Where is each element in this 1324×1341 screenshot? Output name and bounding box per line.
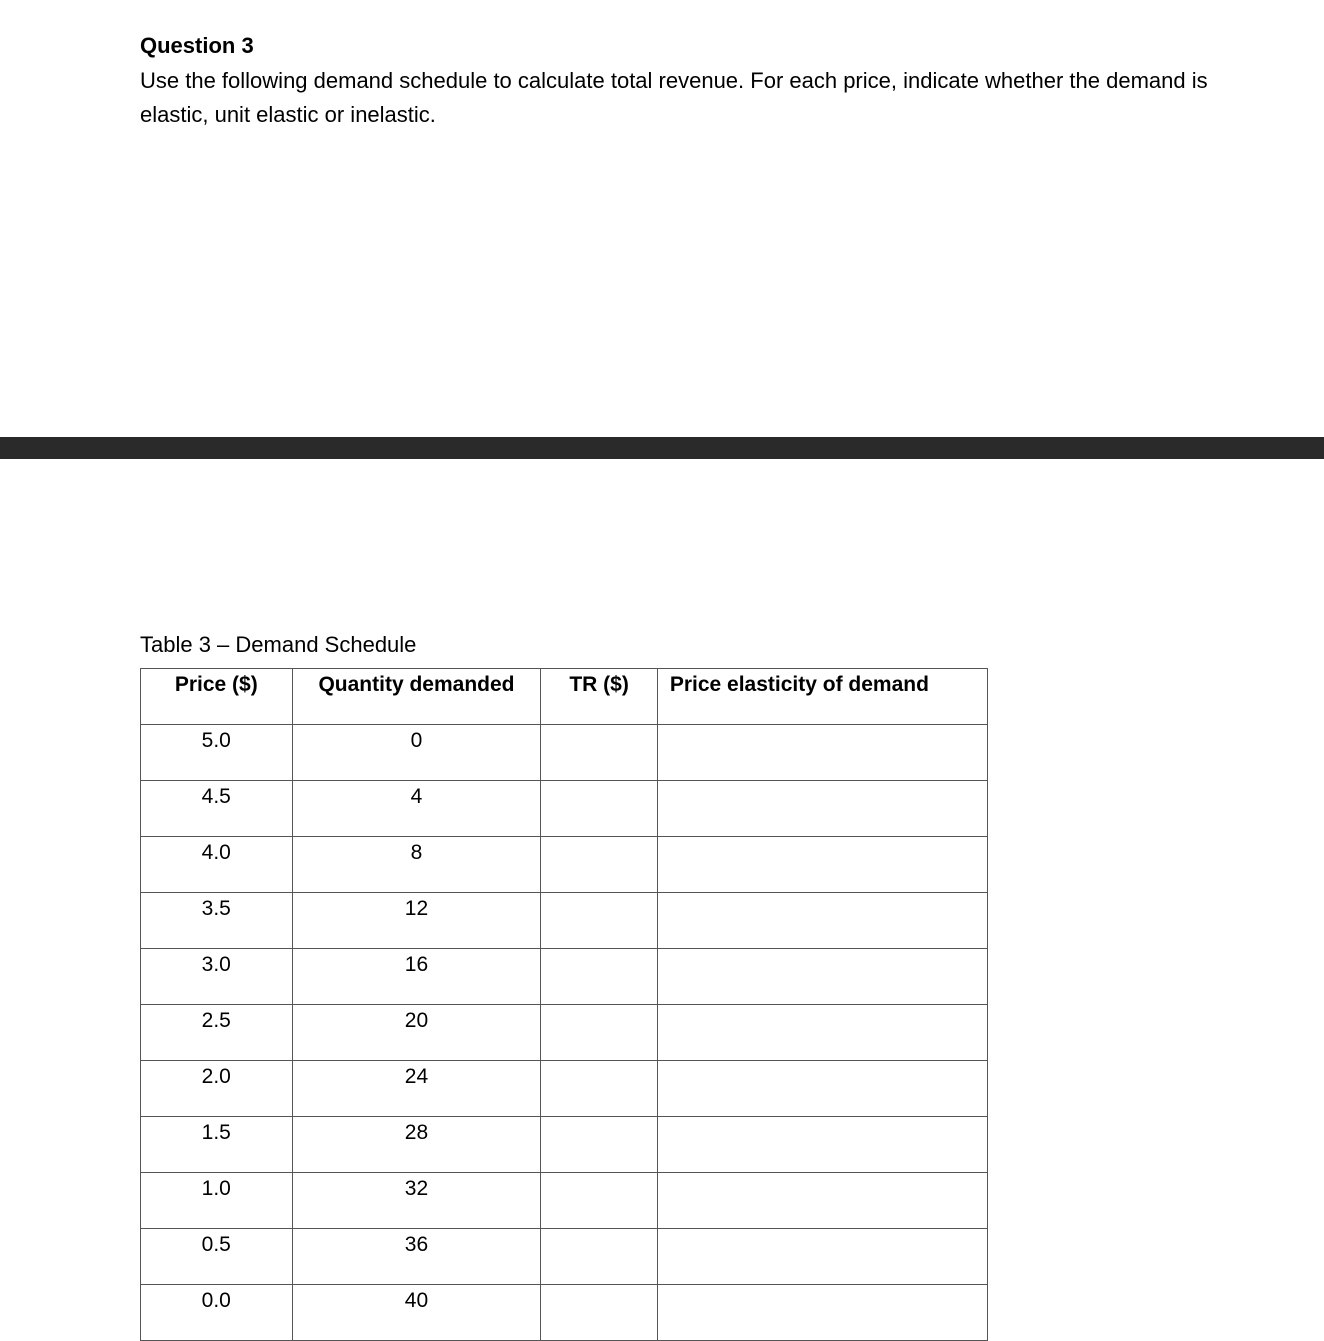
- question-title: Question 3: [140, 33, 254, 58]
- tr-cell: [541, 1285, 657, 1341]
- tr-cell: [541, 781, 657, 837]
- elasticity-cell: [657, 1061, 987, 1117]
- header-tr: TR ($): [541, 669, 657, 725]
- tr-cell: [541, 725, 657, 781]
- tr-cell: [541, 1229, 657, 1285]
- table-row: [141, 1173, 988, 1229]
- tr-cell: [541, 1173, 657, 1229]
- price-cell: 4.0: [141, 837, 293, 893]
- table-row: [141, 1117, 988, 1173]
- elasticity-cell: [657, 1229, 987, 1285]
- tr-cell: [541, 1005, 657, 1061]
- tr-cell: [541, 949, 657, 1005]
- price-cell: 5.0: [141, 725, 293, 781]
- quantity-cell: 24: [292, 1061, 541, 1117]
- elasticity-cell: [657, 1285, 987, 1341]
- price-cell: 4.5: [141, 781, 293, 837]
- price-cell: 3.5: [141, 893, 293, 949]
- elasticity-cell: [657, 949, 987, 1005]
- quantity-cell: 8: [292, 837, 541, 893]
- tr-cell: [541, 1061, 657, 1117]
- table-row: [141, 781, 988, 837]
- table-row: [141, 1285, 988, 1341]
- table-row: [141, 893, 988, 949]
- price-cell: 2.5: [141, 1005, 293, 1061]
- quantity-cell: 28: [292, 1117, 541, 1173]
- price-cell: 0.5: [141, 1229, 293, 1285]
- table-header-row: [141, 669, 988, 725]
- table-row: [141, 725, 988, 781]
- quantity-cell: 0: [292, 725, 541, 781]
- table-row: [141, 837, 988, 893]
- quantity-cell: 16: [292, 949, 541, 1005]
- header-elasticity: Price elasticity of demand: [657, 669, 987, 725]
- table-row: [141, 1005, 988, 1061]
- tr-cell: [541, 837, 657, 893]
- price-cell: 3.0: [141, 949, 293, 1005]
- quantity-cell: 36: [292, 1229, 541, 1285]
- quantity-cell: 4: [292, 781, 541, 837]
- elasticity-cell: [657, 1173, 987, 1229]
- quantity-cell: 32: [292, 1173, 541, 1229]
- quantity-cell: 12: [292, 893, 541, 949]
- divider-bar: [0, 437, 1324, 459]
- price-cell: 2.0: [141, 1061, 293, 1117]
- elasticity-cell: [657, 781, 987, 837]
- quantity-cell: 20: [292, 1005, 541, 1061]
- tr-cell: [541, 1117, 657, 1173]
- question-text: Use the following demand schedule to calculate total revenue. For each price, indicate whether the demand is elastic, unit elastic or inelastic.: [140, 68, 1208, 127]
- tr-cell: [541, 893, 657, 949]
- header-quantity: Quantity demanded: [292, 669, 541, 725]
- table-row: [141, 1061, 988, 1117]
- price-cell: 1.5: [141, 1117, 293, 1173]
- header-price: Price ($): [141, 669, 293, 725]
- demand-schedule-table: [140, 668, 988, 1341]
- elasticity-cell: [657, 1117, 987, 1173]
- price-cell: 1.0: [141, 1173, 293, 1229]
- table-row: [141, 949, 988, 1005]
- price-cell: 0.0: [141, 1285, 293, 1341]
- table-row: [141, 1229, 988, 1285]
- elasticity-cell: [657, 1005, 987, 1061]
- table-caption: Table 3 – Demand Schedule: [140, 632, 417, 657]
- elasticity-cell: [657, 893, 987, 949]
- quantity-cell: 40: [292, 1285, 541, 1341]
- elasticity-cell: [657, 837, 987, 893]
- elasticity-cell: [657, 725, 987, 781]
